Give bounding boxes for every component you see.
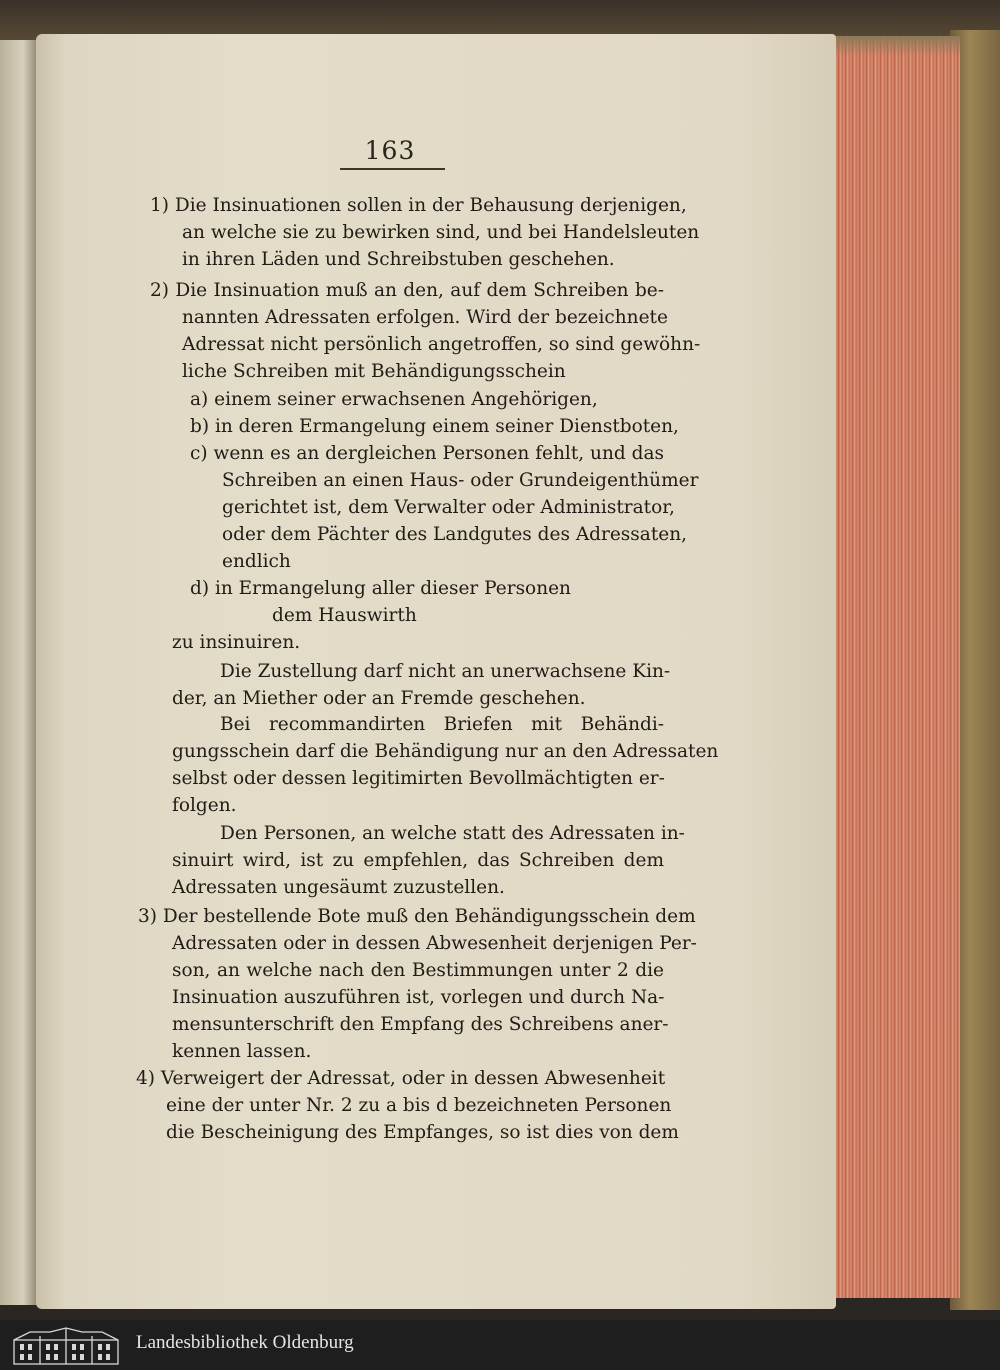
- library-name: Landesbibliothek Oldenburg: [136, 1332, 354, 1353]
- text-line: in ihren Läden und Schreibstuben geschehen.: [182, 249, 615, 270]
- left-page-edge: [0, 40, 38, 1305]
- text-line: an welche sie zu bewirken sind, und bei Handelsleuten: [182, 222, 700, 243]
- text-line: Adressaten oder in dessen Abwesenheit derjenigen Per-: [172, 933, 697, 954]
- text-line: kennen lassen.: [172, 1041, 312, 1062]
- text-line: sinuirt wird, ist zu empfehlen, das Schreiben dem: [172, 850, 664, 871]
- text-line: dem Hauswirth: [272, 605, 417, 626]
- text-line: d) in Ermangelung aller dieser Personen: [190, 578, 571, 599]
- text-line: liche Schreiben mit Behändigungsschein: [182, 361, 566, 382]
- library-building-icon: [10, 1326, 122, 1366]
- text-line: eine der unter Nr. 2 zu a bis d bezeichneten Personen: [166, 1095, 672, 1116]
- footer-bar: [0, 1320, 1000, 1370]
- text-line: mensunterschrift den Empfang des Schreibens aner-: [172, 1014, 669, 1035]
- text-line: 1) Die Insinuationen sollen in der Behausung derjenigen,: [150, 195, 687, 216]
- text-line: 4) Verweigert der Adressat, oder in dessen Abwesenheit: [136, 1068, 666, 1089]
- text-line: selbst oder dessen legitimirten Bevollmächtigten er-: [172, 768, 665, 789]
- text-line: son, an welche nach den Bestimmungen unter 2 die: [172, 960, 664, 981]
- text-line: die Bescheinigung des Empfanges, so ist dies von dem: [166, 1122, 679, 1143]
- text-line: Schreiben an einen Haus- oder Grundeigenthümer: [222, 470, 699, 491]
- text-line: Adressat nicht persönlich angetroffen, so sind gewöhn-: [182, 334, 701, 355]
- page-number-rule: [340, 168, 445, 170]
- text-line: der, an Miether oder an Fremde geschehen.: [172, 688, 586, 709]
- text-line: Die Zustellung darf nicht an unerwachsene Kin-: [220, 661, 671, 682]
- text-line: folgen.: [172, 795, 237, 816]
- text-line: gungsschein darf die Behändigung nur an den Adressaten: [172, 741, 719, 762]
- text-line: 2) Die Insinuation muß an den, auf dem Schreiben be-: [150, 280, 664, 301]
- text-line: Insinuation auszuführen ist, vorlegen und durch Na-: [172, 987, 665, 1008]
- text-line: a) einem seiner erwachsenen Angehörigen,: [190, 389, 598, 410]
- text-line: zu insinuiren.: [172, 632, 301, 653]
- text-line: oder dem Pächter des Landgutes des Adressaten,: [222, 524, 688, 545]
- text-line: Den Personen, an welche statt des Adressaten in-: [220, 823, 685, 844]
- text-line: endlich: [222, 551, 291, 572]
- text-line: b) in deren Ermangelung einem seiner Dienstboten,: [190, 416, 679, 437]
- text-line: 3) Der bestellende Bote muß den Behändigungsschein dem: [138, 906, 696, 927]
- text-line: Adressaten ungesäumt zuzustellen.: [172, 877, 505, 898]
- text-line: nannten Adressaten erfolgen. Wird der bezeichnete: [182, 307, 668, 328]
- page-number: 163: [364, 136, 416, 165]
- text-line: c) wenn es an dergleichen Personen fehlt, und das: [190, 443, 664, 464]
- text-line: Bei recommandirten Briefen mit Behändi-: [220, 714, 664, 735]
- text-line: gerichtet ist, dem Verwalter oder Administrator,: [222, 497, 675, 518]
